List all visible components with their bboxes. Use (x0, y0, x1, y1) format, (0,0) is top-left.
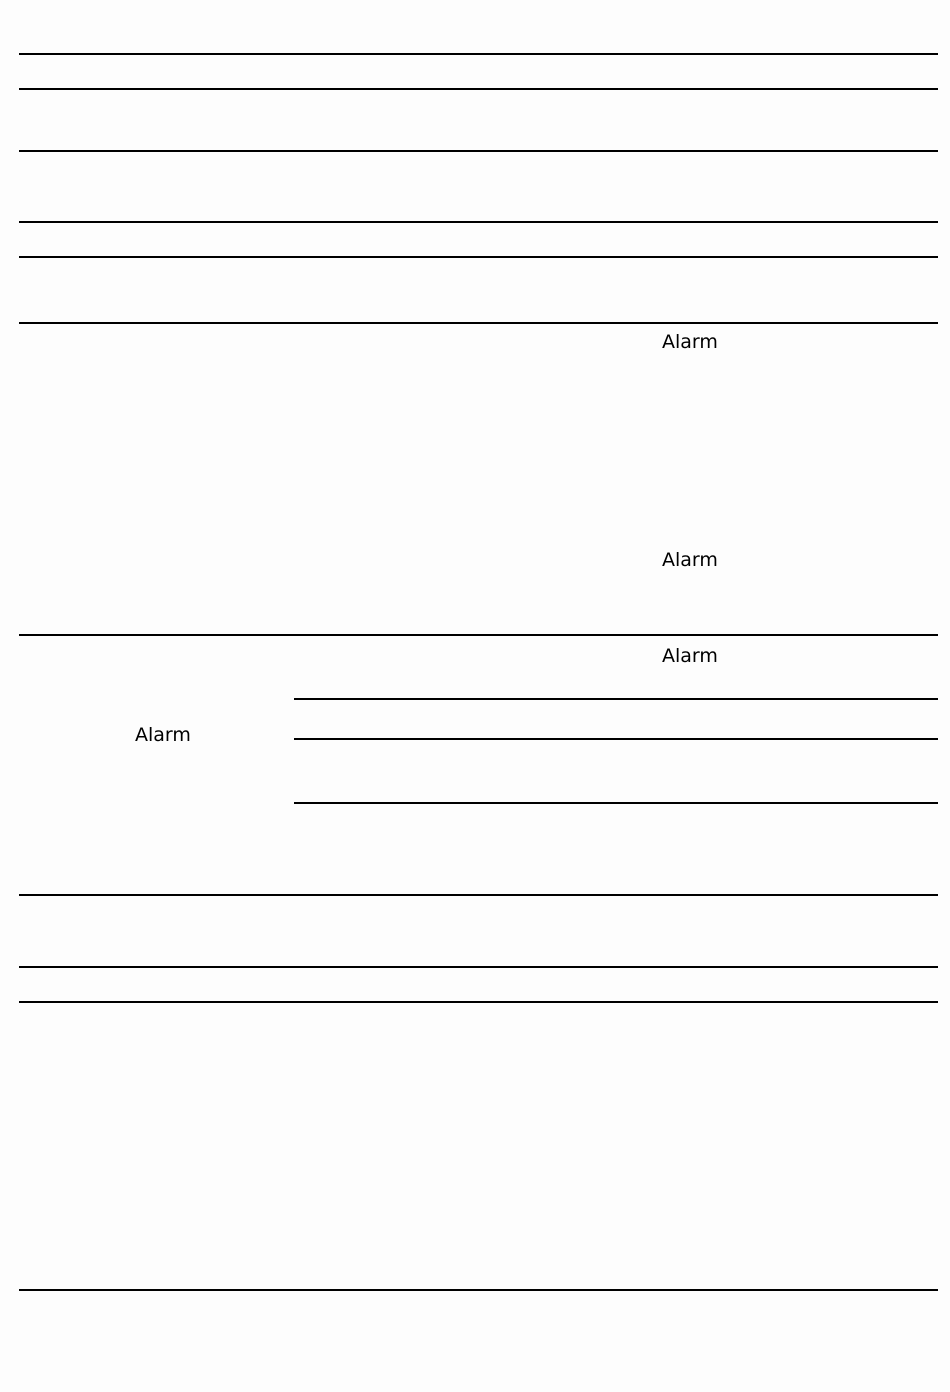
row-border (19, 53, 938, 55)
table-cell-alarm: Alarm (135, 724, 191, 746)
row-border-partial (294, 738, 938, 740)
row-border (19, 88, 938, 90)
row-border (19, 322, 938, 324)
row-border (19, 894, 938, 896)
row-border (19, 221, 938, 223)
row-border (19, 966, 938, 968)
row-border (19, 1289, 938, 1291)
row-border (19, 150, 938, 152)
row-border (19, 634, 938, 636)
table-cell-alarm: Alarm (662, 331, 718, 353)
row-border (19, 256, 938, 258)
row-border-partial (294, 698, 938, 700)
row-border-partial (294, 802, 938, 804)
table-cell-alarm: Alarm (662, 645, 718, 667)
table-cell-alarm: Alarm (662, 549, 718, 571)
row-border (19, 1001, 938, 1003)
